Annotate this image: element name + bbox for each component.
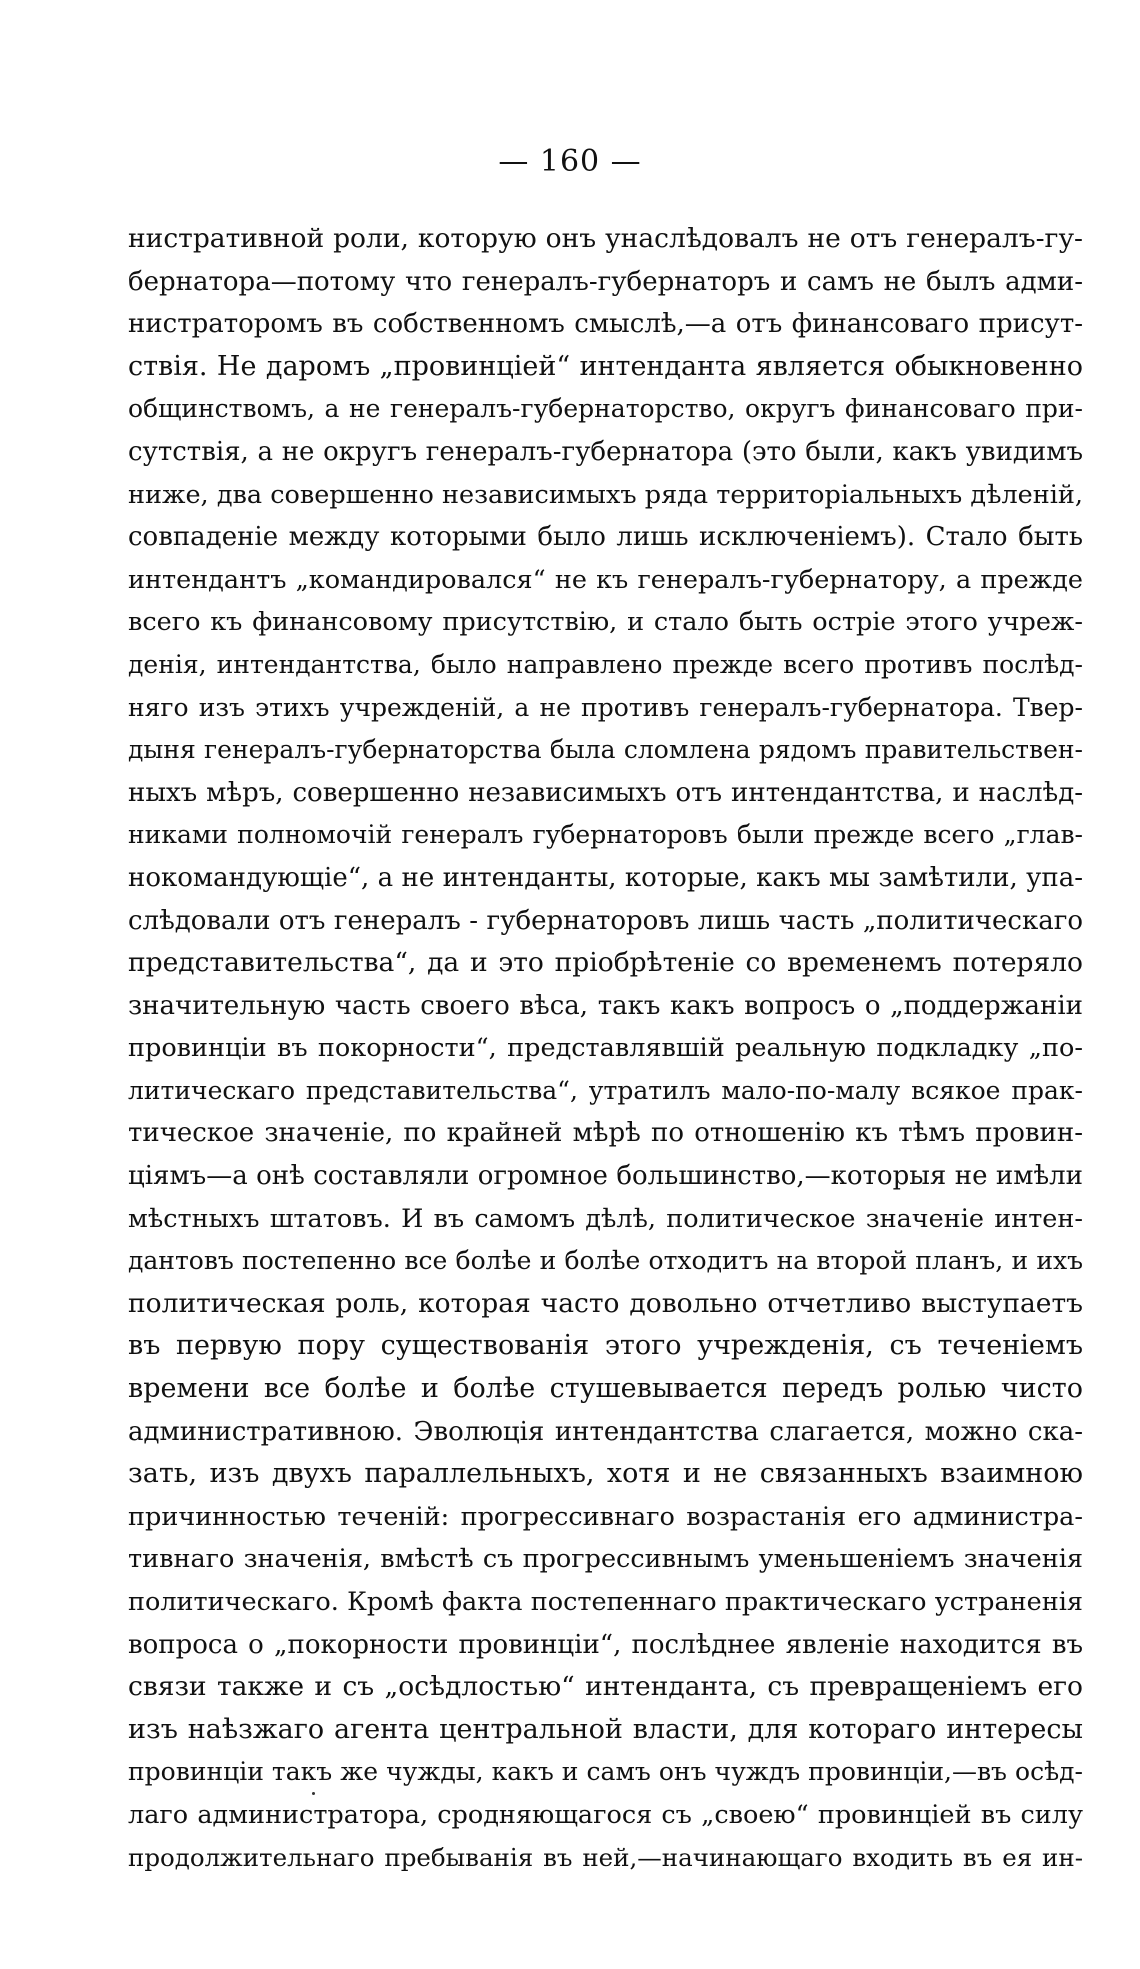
text-line-7: ниже, два совершенно независимыхъ ряда территоріальныхъ дѣленій, <box>128 479 1083 510</box>
text-line-27: въ первую пору существованія этого учрежденія, съ теченіемъ <box>128 1330 1083 1362</box>
text-line-1: нистративной роли, которую онъ унаслѣдовалъ не отъ генералъ-гу- <box>128 223 1083 254</box>
text-line-14: ныхъ мѣръ, совершенно независимыхъ отъ интендантства, и наслѣд- <box>128 777 1083 808</box>
text-line-33: политическаго. Кромѣ факта постепеннаго практическаго устраненія <box>128 1587 1083 1617</box>
text-line-15: никами полномочій генералъ губернаторовъ были прежде всего „глав- <box>128 820 1083 850</box>
text-line-29: административною. Эволюція интендантства слагается, можно ска- <box>128 1416 1083 1447</box>
text-line-34: вопроса о „покорности провинціи“, послѣднее явленіе находится въ <box>128 1629 1083 1660</box>
text-line-16: нокомандующіе“, а не интенданты, которые, какъ мы замѣтили, упа- <box>128 862 1083 893</box>
text-line-5: общинствомъ, а не генералъ-губернаторство, округъ финансоваго при- <box>128 394 1083 424</box>
ink-speck <box>312 1792 315 1795</box>
text-line-23: ціямъ—а онѣ составляли огромное большинство,—которыя не имѣли <box>128 1161 1083 1192</box>
page-number: — 160 — <box>498 144 642 179</box>
text-line-8: совпаденіе между которыми было лишь исключеніемъ). Стало быть <box>128 522 1083 553</box>
text-line-32: тивнаго значенія, вмѣстѣ съ прогрессивнымъ уменьшеніемъ значенія <box>128 1544 1083 1575</box>
text-line-9: интендантъ „командировался“ не къ генералъ-губернатору, а прежде <box>128 564 1083 595</box>
text-line-18: представительства“, да и это пріобрѣтеніе со временемъ потеряло <box>128 947 1083 979</box>
text-line-12: няго изъ этихъ учрежденій, а не противъ генералъ-губернатора. Твер- <box>128 692 1083 722</box>
text-line-17: слѣдовали отъ генералъ - губернаторовъ лишь часть „политическаго <box>128 905 1083 936</box>
text-line-24: мѣстныхъ штатовъ. И въ самомъ дѣлѣ, политическое значеніе интен- <box>128 1203 1083 1234</box>
text-line-4: ствія. Не даромъ „провинціей“ интенданта является обыкновенно <box>128 350 1083 382</box>
text-line-11: денія, интендантства, было направлено прежде всего противъ послѣд- <box>128 649 1083 679</box>
text-line-25: дантовъ постепенно все болѣе и болѣе отходитъ на второй планъ, и ихъ <box>128 1246 1083 1276</box>
text-line-3: нистраторомъ въ собственномъ смыслѣ,—а отъ финансоваго присут- <box>128 309 1083 340</box>
text-line-26: политическая роль, которая часто довольно отчетливо выступаетъ <box>128 1287 1083 1319</box>
text-line-21: литическаго представительства“, утратилъ мало-по-малу всякое прак- <box>128 1075 1083 1105</box>
text-line-36: изъ наѣзжаго агента центральной власти, для котораго интересы <box>128 1713 1083 1745</box>
text-line-13: дыня генералъ-губернаторства была сломлена рядомъ правительствен- <box>128 735 1083 765</box>
text-line-39: продолжительнаго пребыванія въ ней,—начинающаго входить въ ея ин- <box>128 1842 1083 1872</box>
text-line-28: времени все болѣе и болѣе стушевывается передъ ролью чисто <box>128 1373 1083 1405</box>
text-line-38: лаго администратора, сродняющагося съ „своею“ провинціей въ силу <box>128 1799 1083 1830</box>
text-line-2: бернатора—потому что генералъ-губернаторъ и самъ не былъ адми- <box>128 266 1083 297</box>
text-line-10: всего къ финансовому присутствію, и стало быть остріе этого учреж- <box>128 607 1083 638</box>
text-line-35: связи также и съ „осѣдлостью“ интенданта, съ превращеніемъ его <box>128 1671 1083 1703</box>
text-line-31: причинностью теченій: прогрессивнаго возрастанія его администра- <box>128 1501 1083 1532</box>
text-line-19: значительную часть своего вѣса, такъ какъ вопросъ о „поддержаніи <box>128 990 1083 1021</box>
text-line-30: зать, изъ двухъ параллельныхъ, хотя и не связанныхъ взаимною <box>128 1458 1083 1490</box>
text-line-20: провинціи въ покорности“, представлявшій реальную подкладку „по- <box>128 1033 1083 1064</box>
text-line-6: сутствія, а не округъ генералъ-губернатора (это были, какъ увидимъ <box>128 436 1083 467</box>
text-line-37: провинціи такъ же чужды, какъ и самъ онъ чуждъ провинціи,—въ осѣд- <box>128 1757 1083 1787</box>
text-line-22: тическое значеніе, по крайней мѣрѣ по отношенію къ тѣмъ провин- <box>128 1118 1083 1149</box>
body-text <box>128 218 1083 1879</box>
